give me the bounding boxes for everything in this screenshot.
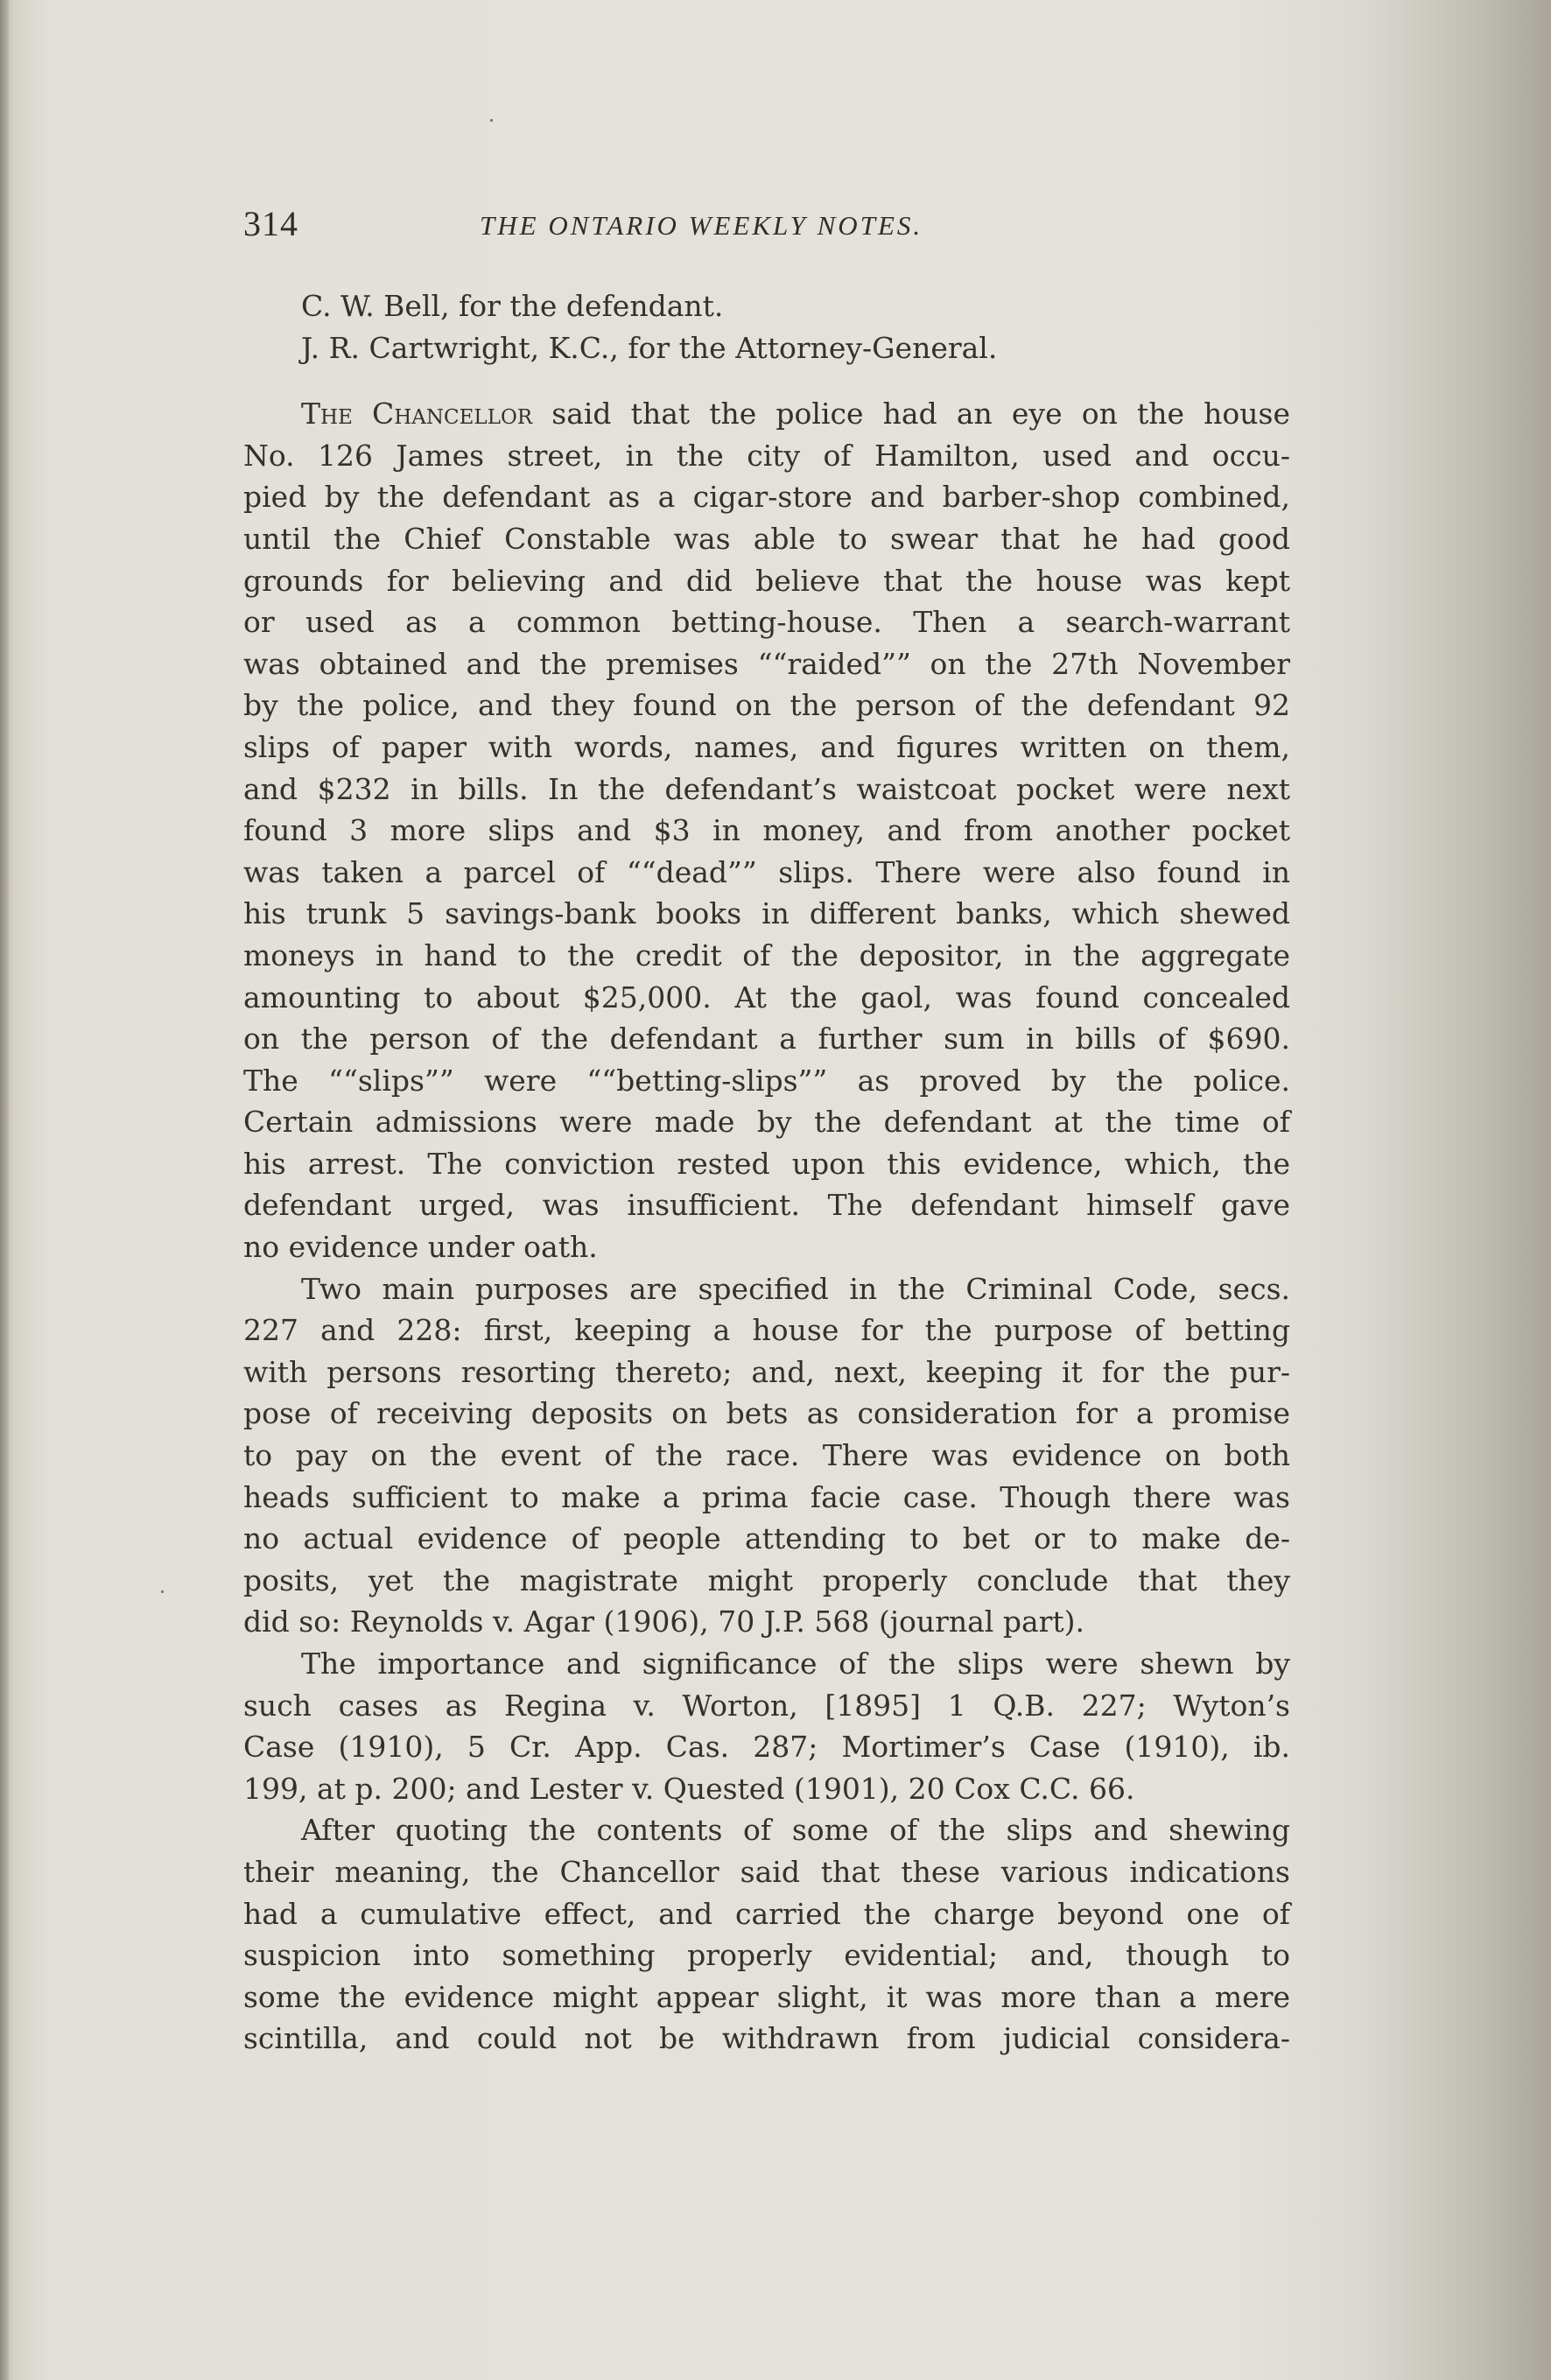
paragraph-gap [243,369,1290,393]
paragraph-line: and $232 in bills. In the defendant’s waistcoat pocket were next [243,771,1290,806]
paragraph-line: with persons resorting thereto; and, next, keeping it for the pur- [243,1354,1290,1389]
paragraph-line: defendant urged, was insufficient. The defendant himself gave [243,1188,1290,1223]
paragraph-line: on the person of the defendant a further sum in bills of $690. [243,1022,1290,1057]
paper-speck [490,119,493,122]
counsel-line: C. W. Bell, for the defendant. [301,289,724,323]
paragraph-line: slips of paper with words, names, and figures written on them, [243,729,1290,764]
running-head: THE ONTARIO WEEKLY NOTES. [480,210,923,241]
paragraph-line: scintilla, and could not be withdrawn from judicial considera- [243,2021,1290,2056]
paragraph-line: by the police, and they found on the person of the defendant 92 [243,688,1290,723]
paper-speck [161,1590,164,1593]
paragraph-line: had a cumulative effect, and carried the charge beyond one of [243,1896,1290,1931]
paragraph-line: was obtained and the premises ““raided”” on the 27th November [243,646,1290,681]
paragraph-line: their meaning, the Chancellor said that these various indications [243,1854,1290,1889]
paragraph-line: moneys in hand to the credit of the depositor, in the aggregate [243,937,1290,972]
paragraph-line: was taken a parcel of ““dead”” slips. There were also found in [243,854,1290,889]
paragraph-line: The importance and significance of the slips were shewn by [301,1646,1290,1681]
paragraph-line: no evidence under oath. [243,1230,598,1265]
paragraph-line: did so: Reynolds v. Agar (1906), 70 J.P. 568 (journal part). [243,1604,1085,1639]
paragraph-line: no actual evidence of people attending to bet or to make de- [243,1521,1290,1556]
paragraph-line: his trunk 5 savings-bank books in different banks, which shewed [243,896,1290,931]
paragraph-line: 227 and 228: first, keeping a house for the purpose of betting [243,1313,1290,1348]
paragraph-line: posits, yet the magistrate might properly conclude that they [243,1562,1290,1597]
paragraph-line: After quoting the contents of some of the slips and shewing [301,1813,1290,1848]
paragraph-line: 199, at p. 200; and Lester v. Quested (1901), 20 Cox C.C. 66. [243,1771,1135,1806]
paragraph-line [243,393,1290,435]
page-header [243,203,1290,256]
paragraph-line: grounds for believing and did believe that the house was kept [243,563,1290,598]
paragraph-line: Certain admissions were made by the defendant at the time of [243,1105,1290,1140]
binding-gutter [0,0,9,2380]
paragraph-line: The ““slips”” were ““betting-slips”” as proved by the police. [243,1063,1290,1098]
paragraph-line: his arrest. The conviction rested upon this evidence, which, the [243,1146,1290,1181]
paragraph-line: suspicion into something properly evidential; and, though to [243,1938,1290,1973]
paragraph-line-text: said that the police had an eye on the house [532,397,1290,432]
paragraph-line: No. 126 James street, in the city of Hamilton, used and occu- [243,438,1290,473]
speaker-small-caps: The Chancellor [301,397,533,432]
paragraph-line: such cases as Regina v. Worton, [1895] 1 Q.B. 227; Wyton’s [243,1688,1290,1723]
paragraph-line: until the Chief Constable was able to swear that he had good [243,521,1290,556]
page-number: 314 [243,204,298,243]
paragraph-line: found 3 more slips and $3 in money, and from another pocket [243,813,1290,848]
paragraph-line: pose of receiving deposits on bets as consideration for a promise [243,1396,1290,1431]
paragraph-line: amounting to about $25,000. At the gaol, was found concealed [243,979,1290,1014]
paragraph-line: heads sufficient to make a prima facie case. Though there was [243,1479,1290,1514]
paragraph-line: to pay on the event of the race. There was evidence on both [243,1438,1290,1473]
paragraph-line: Case (1910), 5 Cr. App. Cas. 287; Mortimer’s Case (1910), ib. [243,1730,1290,1765]
paragraph-line: pied by the defendant as a cigar-store and barber-shop combined, [243,480,1290,515]
body-text [243,285,1290,2060]
counsel-line: J. R. Cartwright, K.C., for the Attorney-General. [301,330,998,365]
paragraph-line: some the evidence might appear slight, it was more than a mere [243,1979,1290,2014]
paragraph-line: or used as a common betting-house. Then a search-warrant [243,605,1290,640]
paragraph-line: Two main purposes are specified in the Criminal Code, secs. [301,1271,1290,1306]
